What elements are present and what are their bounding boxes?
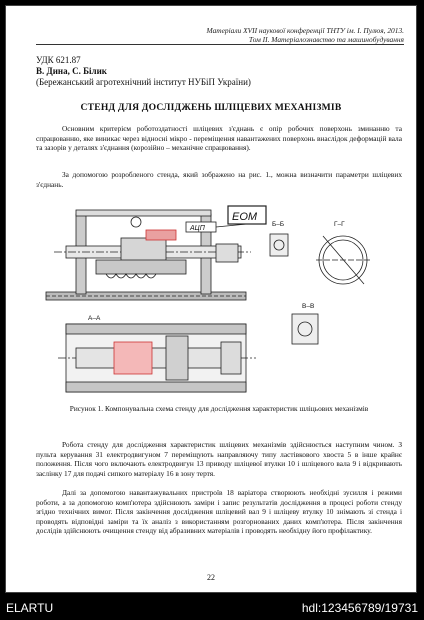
paper-title: СТЕНД ДЛЯ ДОСЛІДЖЕНЬ ШЛІЦЕВИХ МЕХАНІЗМІВ [80,102,342,113]
paragraph-operation: Робота стенду для дослідження характеристик шліцевих механізмів здійснюється наступним чином. З пульта керування 31 електродвигуном 7 переміщують направляючу типу ластівкового хвоста 5 в інше крайнє положення. Після чого включають електродвигун 13 приводу шліцевої втулки 10 і шліцевого вала 9 і відкривають заслінку 17 для подачі сипкого матеріалу 16 в зону тертя. [36,440,402,478]
repository-name: ELARTU [6,601,54,615]
stand-schematic-figure [36,196,386,404]
handle-identifier: hdl:123456789/19731 [301,601,418,615]
paper-page [5,5,417,593]
paragraph-procedure: Далі за допомогою навантажувальних пристроїв 18 варіатора створюють необхідні зусилля і режими роботи, а за допомогою комп'ютера здійснюють заміри і запис результатів дослідження в процесі роботи стенду згідно технічних вимог. Після закінчення дослідження шліцевий вал 9 і шліцеву втулку 10 знімають зі стенда і проводять відповідні заміри та їх аналіз з використанням розгорнованих даних комп'ютера. Після закінчення дослідів здійснюють очищення стенду від абразивних матеріалів і проводять необхідну його профілактику. [36,488,402,536]
figure-caption: Рисунок 1. Компонувальна схема стенду для дослідження характеристик шліцьових механізмів [69,404,369,413]
paragraph-figure-ref: За допомогою розробленого стенда, який зображено на рис. 1., можна визначити параметри шліцевих з'єднань. [36,170,402,189]
eom-label: ЕОМ [232,211,258,223]
udk-code: УДК 621.87 [36,55,81,65]
acp-label: АЦП [190,225,205,232]
header-rule [36,44,404,45]
running-header-conference: Матеріали XVII наукової конференції ТНТУ ім. І. Пулюя, 2013. [206,26,404,35]
institution: (Бережанський агротехнічний інститут НУБіП України) [36,77,251,87]
running-header-volume: Том ІІ. Матеріалознавство та машинобудування [248,35,404,44]
section-bb-label: Б–Б [272,221,285,228]
section-aa-label: А–А [88,315,101,322]
authors: В. Дина, С. Білик [36,66,107,76]
paragraph-intro: Основним критерієм роботоздатності шліцевих з'єднань є опір робочих поверхонь зминанню та спрацюванню, яке виникає через відносні мікро - переміщення навантажених поверхонь внаслідок деформацій вала та зазорів у деталях з'єднання (корозійно – механічне спрацювання). [36,124,402,153]
section-vv-label: В–В [302,303,315,310]
page-number: 22 [207,573,215,582]
section-gg-label: Г–Г [334,221,345,228]
viewer-footer [0,597,424,620]
